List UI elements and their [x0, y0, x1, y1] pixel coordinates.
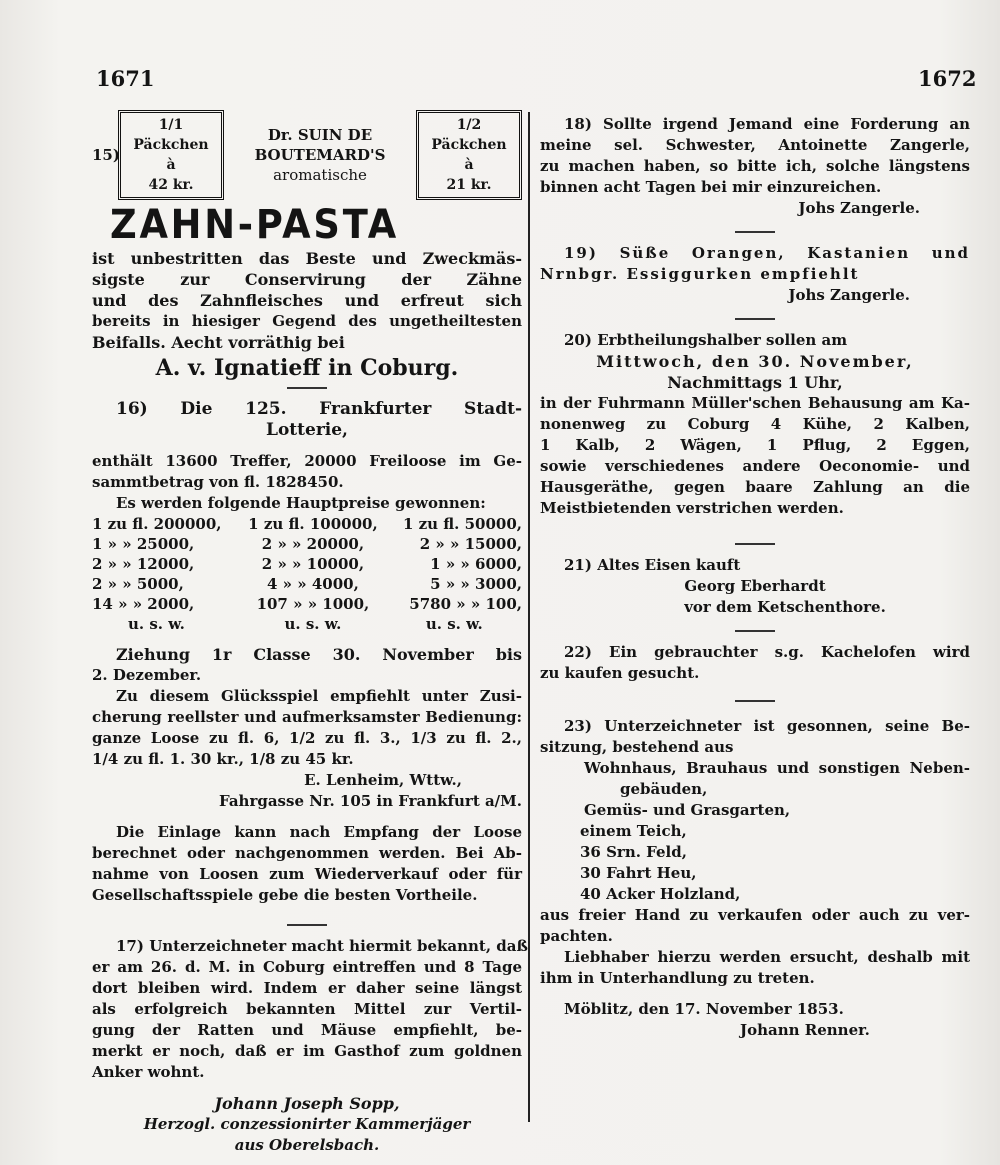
ad-line: 21) Altes Eisen kauft: [564, 556, 741, 574]
estate-item: 30 Fahrt Heu,: [580, 864, 697, 882]
price-box-half: [416, 110, 522, 200]
ad-17-rat-catcher: [92, 936, 528, 1156]
prize-cell: 1 zu fl. 100000,: [248, 515, 378, 533]
ad-line: Die Einlage kann nach Empfang der Loose: [116, 823, 522, 841]
price-box-whole: [118, 110, 224, 200]
ad-line: enthält 13600 Treffer, 20000 Freiloose im Ge-: [92, 452, 522, 470]
ad-line: dort bleiben wird. Indem er daher seine längst: [92, 979, 522, 997]
ad-15-vendor: A. v. Ignatieff in Coburg.: [155, 355, 459, 381]
ad-22-tiled-stove: [540, 642, 970, 684]
ad-line: Nachmittags 1 Uhr,: [667, 373, 843, 392]
ad-line: ist unbestritten das Beste und Zweckmäs-: [92, 249, 522, 268]
estate-item: einem Teich,: [580, 822, 687, 840]
ad-line: Anker wohnt.: [92, 1063, 205, 1081]
ad-line: meine sel. Schwester, Antoinette Zangerle,: [540, 136, 970, 154]
prize-cell: 1 » » 25000,: [92, 535, 195, 553]
maker-line: Dr. SUIN DE: [267, 126, 373, 144]
place-date: Möblitz, den 17. November 1853.: [564, 1000, 844, 1018]
ad-signature: E. Lenheim, Wttw.,: [304, 771, 462, 789]
ad-line: 20) Erbtheilungshalber sollen am: [564, 331, 848, 349]
ad-line: cherung reellster und aufmerksamster Bedienung:: [92, 708, 522, 726]
ad-number: 15): [92, 146, 120, 164]
estate-item: gebäuden,: [620, 780, 708, 798]
prize-cell: u. s. w.: [425, 615, 483, 633]
ad-line: Liebhaber hierzu werden ersucht, deshalb mit: [564, 948, 970, 966]
ad-line: er am 26. d. M. in Coburg eintreffen und 8 Tage: [92, 958, 522, 976]
prize-table: [92, 514, 522, 634]
prize-cell: 2 » » 10000,: [261, 555, 365, 573]
prize-cell: 2 » » 5000,: [92, 575, 184, 593]
prize-cell: 2 » » 15000,: [419, 535, 522, 553]
box-line: 42 kr.: [148, 177, 194, 193]
prize-row: [92, 554, 522, 574]
box-line: à: [166, 157, 176, 173]
left-column: [92, 100, 528, 1156]
ad-line: 2. Dezember.: [92, 666, 202, 684]
ad-line: 22) Ein gebrauchter s.g. Kachelofen wird: [564, 643, 970, 661]
ad-20-auction: [540, 330, 970, 519]
estate-item: 40 Acker Holzland,: [580, 885, 741, 903]
ad-15-header: [92, 112, 522, 198]
ad-line: zu kaufen gesucht.: [540, 664, 700, 682]
separator: [287, 924, 327, 926]
ad-line: sitzung, bestehend aus: [540, 738, 734, 756]
ad-signature: Johs Zangerle.: [788, 286, 910, 304]
ad-line: nonenweg zu Coburg 4 Kühe, 2 Kalben,: [540, 415, 970, 433]
ad-title: 16) Die 125. Frankfurter Stadt-: [116, 399, 522, 419]
box-line: 21 kr.: [446, 177, 492, 193]
ad-line: Gesellschaftsspiele gebe die besten Vortheile.: [92, 886, 478, 904]
prize-cell: 2 » » 12000,: [92, 555, 195, 573]
ad-signature: Fahrgasse Nr. 105 in Frankfurt a/M.: [218, 792, 522, 810]
ad-signature: Herzogl. conzessionirter Kammerjäger: [143, 1115, 471, 1133]
prize-row: [92, 594, 522, 614]
ad-15-title: ZAHN-PASTA: [110, 202, 399, 248]
ad-18-claims: [540, 114, 970, 219]
ad-line: 19) Süße Orangen, Kastanien und: [564, 244, 970, 262]
prize-row: [92, 574, 522, 594]
prize-cell: 5 » » 3000,: [430, 575, 522, 593]
ad-line: Beifalls. Aecht vorräthig bei: [92, 333, 345, 352]
ad-line: in der Fuhrmann Müller'schen Behausung am Ka-: [540, 394, 970, 412]
ad-line: zu machen haben, so bitte ich, solche längstens: [540, 157, 970, 175]
ad-line: Ziehung 1r Classe 30. November bis: [116, 645, 522, 664]
prize-row: [92, 514, 522, 534]
estate-item: Gemüs- und Grasgarten,: [584, 801, 791, 819]
prize-row: [92, 534, 522, 554]
separator: [735, 630, 775, 632]
ad-line: ihm in Unterhandlung zu treten.: [540, 969, 815, 987]
maker-line: BOUTEMARD'S: [254, 146, 386, 164]
separator: [735, 700, 775, 702]
product-maker: [224, 125, 416, 185]
prize-cell: 107 » » 1000,: [256, 595, 370, 613]
prize-cell: u. s. w.: [284, 615, 342, 633]
ad-line: bereits in hiesiger Gegend des ungetheiltesten: [92, 312, 522, 330]
ad-line: 1/4 zu fl. 1. 30 kr., 1/8 zu 45 kr.: [92, 750, 354, 768]
ad-line: Hausgeräthe, gegen baare Zahlung an die: [540, 478, 970, 496]
box-line: à: [464, 157, 474, 173]
prize-cell: 1 zu fl. 50000,: [402, 515, 522, 533]
column-divider: [528, 112, 530, 1122]
ad-line: merkt er noch, daß er im Gasthof zum goldnen: [92, 1042, 522, 1060]
ad-signature: Johs Zangerle.: [798, 199, 920, 217]
separator: [735, 318, 775, 320]
prize-cell: u. s. w.: [128, 615, 185, 633]
ad-line: Nrnbgr. Essiggurken empfiehlt: [540, 265, 860, 283]
prize-cell: 14 » » 2000,: [92, 595, 195, 613]
ad-23-estate-sale: [540, 716, 970, 1041]
right-column: [540, 100, 970, 1041]
prize-cell: 4 » » 4000,: [267, 575, 359, 593]
estate-item: 36 Srn. Feld,: [580, 843, 687, 861]
ad-line: 1 Kalb, 2 Wägen, 1 Pflug, 2 Eggen,: [540, 436, 970, 454]
ad-line: pachten.: [540, 927, 613, 945]
ad-line: berechnet oder nachgenommen werden. Bei Ab-: [92, 844, 522, 862]
separator: [735, 231, 775, 233]
ad-line: 23) Unterzeichneter ist gesonnen, seine Be-: [564, 717, 970, 735]
ad-line: und des Zahnfleisches und erfreut sich: [92, 291, 522, 310]
ad-21-scrap-iron: [540, 555, 970, 618]
prize-cell: 5780 » » 100,: [409, 595, 522, 613]
ad-line: Georg Eberhardt: [684, 577, 826, 595]
prize-cell: 1 » » 6000,: [430, 555, 522, 573]
ad-signature: Johann Renner.: [740, 1021, 870, 1039]
ad-line: ganze Loose zu fl. 6, 1/2 zu fl. 3., 1/3 zu fl. 2.,: [92, 729, 522, 747]
page-number-left: 1671: [96, 66, 155, 91]
prize-cell: 1 zu fl. 200000,: [92, 515, 222, 533]
ad-line: gung der Ratten und Mäuse empfiehlt, be-: [92, 1021, 522, 1039]
ad-line: als erfolgreich bekannten Mittel zur Vertil-: [92, 1000, 522, 1018]
ad-line: binnen acht Tagen bei mir einzureichen.: [540, 178, 882, 196]
ad-line: sowie verschiedenes andere Oeconomie- und: [540, 457, 970, 475]
ad-title: Lotterie,: [266, 420, 348, 440]
box-line: 1/1 Päckchen: [133, 117, 209, 153]
box-line: 1/2 Päckchen: [431, 117, 507, 153]
ad-19-oranges: [540, 243, 970, 306]
ad-line: aus freier Hand zu verkaufen oder auch zu ver-: [540, 906, 970, 924]
ad-line: vor dem Ketschenthore.: [684, 598, 886, 616]
ad-16-lottery: [92, 399, 522, 906]
ad-signature: aus Oberelsbach.: [234, 1136, 380, 1154]
ad-line: Meistbietenden verstrichen werden.: [540, 499, 844, 517]
ad-line: 18) Sollte irgend Jemand eine Forderung an: [564, 115, 970, 133]
separator: [287, 387, 327, 389]
ad-line: nahme von Loosen zum Wiederverkauf oder für: [92, 865, 522, 883]
prize-cell: 2 » » 20000,: [261, 535, 365, 553]
ad-signature: Johann Joseph Sopp,: [214, 1094, 400, 1113]
estate-item: Wohnhaus, Brauhaus und sonstigen Neben-: [584, 759, 970, 777]
page-number-right: 1672: [918, 66, 977, 91]
prize-row: [92, 614, 522, 634]
ad-line: sigste zur Conservirung der Zähne: [92, 270, 522, 289]
ad-line: Mittwoch, den 30. November,: [596, 352, 914, 371]
ad-line: Es werden folgende Hauptpreise gewonnen:: [116, 494, 486, 512]
ad-line: sammtbetrag von fl. 1828450.: [92, 473, 344, 491]
ad-line: 17) Unterzeichneter macht hiermit bekannt, daß: [116, 937, 528, 955]
maker-line: aromatische: [273, 166, 367, 184]
ad-15-zahn-pasta: [92, 112, 522, 381]
separator: [735, 543, 775, 545]
ad-line: Zu diesem Glücksspiel empfiehlt unter Zusi-: [116, 687, 522, 705]
